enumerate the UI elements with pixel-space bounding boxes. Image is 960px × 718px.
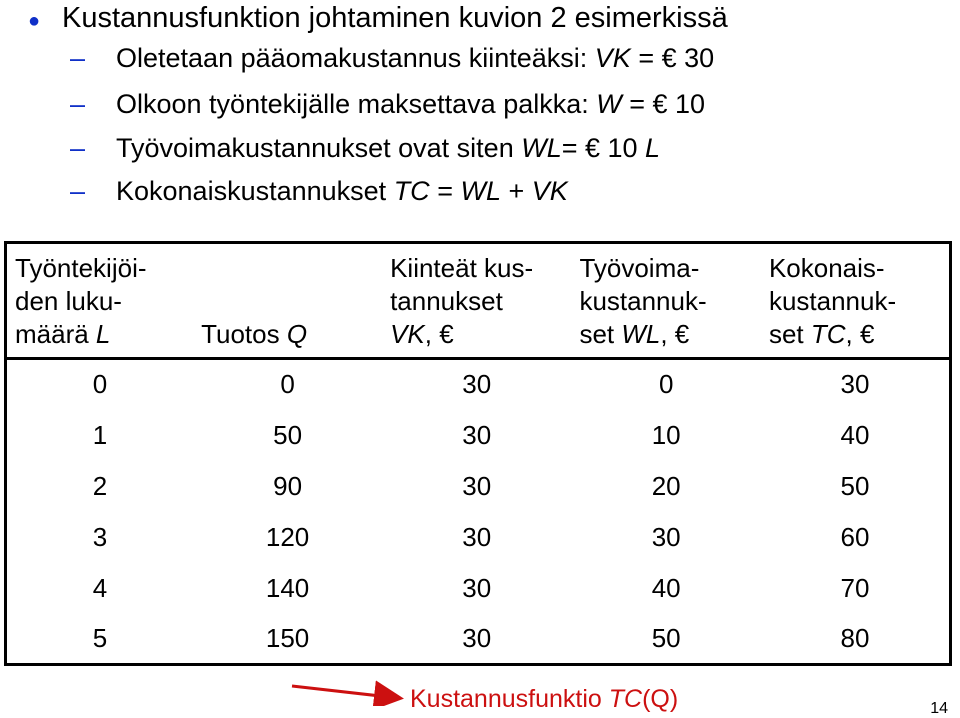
dash-icon: – [70,43,86,73]
header-fixed-costs: Kiinteät kus- tannukset VK, € [382,243,571,359]
table-cell: 0 [280,369,295,400]
bullet-text: Kokonaiskustannukset TC = WL + VK [116,176,568,206]
header-output: Tuotos Q [193,243,382,359]
arrow-right-icon [280,676,420,706]
dash-icon: – [70,176,86,206]
table-header-row [6,243,951,359]
bullet-text: Työvoimakustannukset ovat siten WL= € 10 L [116,133,661,163]
table-cell: 50 [651,622,681,653]
bullet-item [70,128,660,168]
table-cell: 30 [462,419,492,450]
table-cell: 4 [92,572,108,603]
table-cell: 30 [462,521,492,552]
table-cell: 0 [92,369,108,400]
dash-icon: – [70,133,86,163]
table-cell: 50 [273,419,303,450]
table-row [6,410,951,461]
table-cell: 30 [840,369,870,400]
table-cell: 40 [840,419,870,450]
table-cell: 30 [462,369,492,400]
table-cell: 120 [265,521,310,552]
table-cell: 30 [462,470,492,501]
table-row [6,614,951,665]
header-labour-costs: Työvoima- kustannuk- set WL, € [571,243,761,359]
title-row [28,0,728,39]
slide-title: Kustannusfunktion johtaminen kuvion 2 esimerkissä [62,2,728,34]
table-cell: 20 [651,470,681,501]
table-body [6,359,951,665]
header-total-costs: Kokonais- kustannuk- set TC, € [761,243,951,359]
table-cell: 30 [462,572,492,603]
bullet-text: Oletetaan pääomakustannus kiinteäksi: VK = € 30 [116,43,715,73]
table-cell: 0 [658,369,674,400]
table-row [6,461,951,512]
bullet-dot-icon: ● [28,10,41,32]
dash-icon: – [70,89,86,119]
table-cell: 140 [265,572,310,603]
table-cell: 5 [92,622,108,653]
bullet-item [70,171,568,211]
cost-function-label: Kustannusfunktio TC(Q) [410,685,679,713]
table-cell: 40 [651,572,681,603]
table-cell: 150 [265,622,310,653]
table-cell: 1 [92,419,108,450]
table-cell: 2 [92,470,108,501]
table-cell: 30 [651,521,681,552]
table-row [6,359,951,410]
page-number: 14 [930,700,948,717]
table-cell: 90 [273,470,303,501]
table-cell: 10 [651,419,681,450]
table-cell: 70 [840,572,870,603]
table-cell: 50 [840,470,870,501]
table-cell: 30 [462,622,492,653]
table-cell: 3 [92,521,108,552]
table-cell: 60 [840,521,870,552]
table-row [6,512,951,563]
bullet-item [70,38,714,78]
cost-table [4,241,952,666]
bullet-text: Olkoon työntekijälle maksettava palkka: W = € 10 [116,89,706,119]
bullet-item [70,84,705,124]
table-cell: 80 [840,622,870,653]
header-workers: Työntekijöi- den luku- määrä L [6,243,194,359]
table-row [6,563,951,614]
